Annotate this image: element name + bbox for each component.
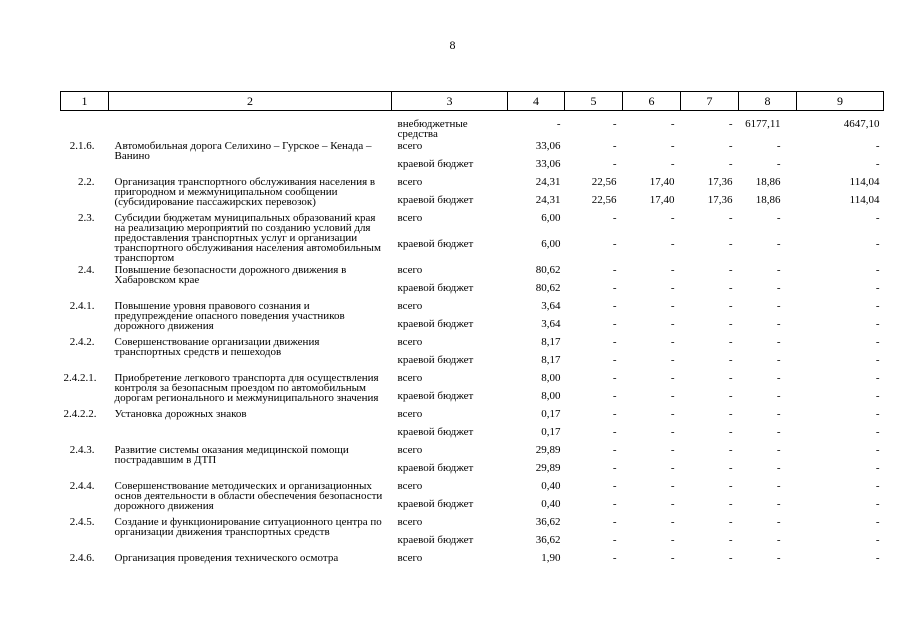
table-row xyxy=(61,552,884,570)
value-col-8: - xyxy=(776,212,781,224)
value-col-4: 36,62 xyxy=(535,516,561,528)
value-col-5: - xyxy=(612,372,617,384)
funding-source: всего xyxy=(397,212,423,224)
value-col-7: - xyxy=(728,212,733,224)
header-col-5: 5 xyxy=(565,92,623,111)
value-col-4: 24,31 xyxy=(535,176,561,188)
value-col-6: - xyxy=(670,372,675,384)
header-col-4: 4 xyxy=(508,92,565,111)
value-col-5: - xyxy=(612,444,617,456)
value-col-7: - xyxy=(728,426,733,438)
value-col-5: - xyxy=(612,408,617,420)
value-col-7: - xyxy=(728,118,733,130)
value-col-9: - xyxy=(875,318,880,330)
value-col-8: - xyxy=(776,282,781,294)
value-col-4: 3,64 xyxy=(541,300,561,312)
funding-source: краевой бюджет xyxy=(397,534,474,546)
table-row xyxy=(61,212,884,238)
funding-source: всего xyxy=(397,176,423,188)
value-col-4: 24,31 xyxy=(535,194,561,206)
row-code: 2.4.2. xyxy=(69,336,95,348)
value-col-5: 22,56 xyxy=(591,194,617,206)
value-col-8: - xyxy=(776,552,781,564)
value-col-7: - xyxy=(728,300,733,312)
funding-source: краевой бюджет xyxy=(397,462,474,474)
row-name xyxy=(109,111,392,141)
value-col-5: - xyxy=(612,336,617,348)
table-row xyxy=(61,140,884,158)
value-col-6: - xyxy=(670,212,675,224)
value-col-4: 33,06 xyxy=(535,140,561,152)
table-row xyxy=(61,176,884,194)
value-col-8: - xyxy=(776,354,781,366)
row-name: Повышение безопасности дорожного движения в Хабаровском крае xyxy=(114,264,347,286)
value-col-7: - xyxy=(728,336,733,348)
table-header-row xyxy=(61,92,884,111)
value-col-6: - xyxy=(670,318,675,330)
value-col-8: 18,86 xyxy=(755,176,781,188)
table-row xyxy=(61,444,884,462)
table-row xyxy=(61,264,884,282)
value-col-9: - xyxy=(875,426,880,438)
header-col-2: 2 xyxy=(109,92,392,111)
value-col-7: - xyxy=(728,354,733,366)
value-col-5: - xyxy=(612,534,617,546)
value-col-4: 0,17 xyxy=(541,426,561,438)
value-col-4: 0,17 xyxy=(541,408,561,420)
value-col-4: 0,40 xyxy=(541,480,561,492)
value-col-5: - xyxy=(612,462,617,474)
value-col-6: - xyxy=(670,390,675,402)
row-code: 2.4.6. xyxy=(69,552,95,564)
row-code xyxy=(61,111,109,141)
value-col-4: 29,89 xyxy=(535,444,561,456)
value-col-6: - xyxy=(670,426,675,438)
value-col-6: - xyxy=(670,264,675,276)
value-col-9: - xyxy=(875,516,880,528)
value-col-5: - xyxy=(612,282,617,294)
value-col-6: - xyxy=(670,408,675,420)
value-col-9: - xyxy=(875,282,880,294)
value-col-5: - xyxy=(612,498,617,510)
row-name: Субсидии бюджетам муниципальных образований края на реализацию мероприятий по созданию условий для предоставления транспортных услуг и организации транспортного обслуживания населения автомобильным транспортом xyxy=(114,212,381,264)
value-col-9: - xyxy=(875,534,880,546)
value-col-6: 17,40 xyxy=(649,194,675,206)
value-col-8: - xyxy=(776,318,781,330)
table-row xyxy=(61,300,884,318)
value-col-5: - xyxy=(612,238,617,250)
value-col-6: - xyxy=(670,300,675,312)
value-col-6: - xyxy=(670,336,675,348)
value-col-6: - xyxy=(670,158,675,170)
row-code: 2.2. xyxy=(78,176,95,188)
row-name: Совершенствование методических и организационных основ деятельности в области обеспечения безопасности дорожного движения xyxy=(114,480,383,512)
funding-source: краевой бюджет xyxy=(397,194,474,206)
value-col-7: - xyxy=(728,318,733,330)
value-col-5: - xyxy=(612,354,617,366)
value-col-8: - xyxy=(776,372,781,384)
row-name: Автомобильная дорога Селихино – Гурское – Кенада – Ванино xyxy=(114,140,372,162)
value-col-7: - xyxy=(728,408,733,420)
value-col-9: - xyxy=(875,444,880,456)
funding-source: краевой бюджет xyxy=(397,318,474,330)
value-col-9: - xyxy=(875,354,880,366)
funding-source: всего xyxy=(397,300,423,312)
value-col-4: 36,62 xyxy=(535,534,561,546)
value-col-9: - xyxy=(875,390,880,402)
row-name: Создание и функционирование ситуационного центра по организации движения транспортных средств xyxy=(114,516,382,538)
funding-source: всего xyxy=(397,480,423,492)
value-col-8: - xyxy=(776,444,781,456)
value-col-6: - xyxy=(670,118,675,130)
funding-source: внебюджетные средства xyxy=(397,118,468,140)
header-col-6: 6 xyxy=(623,92,681,111)
value-col-9: - xyxy=(875,480,880,492)
row-name: Развитие системы оказания медицинской помощи пострадавшим в ДТП xyxy=(114,444,349,466)
budget-table xyxy=(60,91,884,570)
value-col-7: - xyxy=(728,372,733,384)
funding-source: всего xyxy=(397,264,423,276)
value-col-7: - xyxy=(728,140,733,152)
value-col-4: 80,62 xyxy=(535,282,561,294)
value-col-9: - xyxy=(875,300,880,312)
funding-source: краевой бюджет xyxy=(397,354,474,366)
header-col-7: 7 xyxy=(681,92,739,111)
row-code: 2.4.5. xyxy=(69,516,95,528)
value-col-9: - xyxy=(875,264,880,276)
row-name: Организация проведения технического осмотра xyxy=(114,552,339,564)
value-col-6: 17,40 xyxy=(649,176,675,188)
funding-source: краевой бюджет xyxy=(397,282,474,294)
row-name: Приобретение легкового транспорта для осуществления контроля за безопасным проездом по автомобильным дорогам регионального и межмуниципального значения xyxy=(114,372,379,404)
header-col-9: 9 xyxy=(797,92,884,111)
table-row xyxy=(61,336,884,354)
row-code: 2.1.6. xyxy=(69,140,95,152)
value-col-8: - xyxy=(776,462,781,474)
value-col-5: - xyxy=(612,480,617,492)
value-col-9: - xyxy=(875,462,880,474)
value-col-8: - xyxy=(776,516,781,528)
value-col-8: - xyxy=(776,534,781,546)
value-col-6: - xyxy=(670,516,675,528)
value-col-9: - xyxy=(875,158,880,170)
value-col-4: 29,89 xyxy=(535,462,561,474)
funding-source: краевой бюджет xyxy=(397,158,474,170)
value-col-6: - xyxy=(670,498,675,510)
value-col-4: 0,40 xyxy=(541,498,561,510)
value-col-5: - xyxy=(612,426,617,438)
value-col-7: - xyxy=(728,282,733,294)
value-col-7: - xyxy=(728,534,733,546)
funding-source: краевой бюджет xyxy=(397,426,474,438)
funding-source: всего xyxy=(397,140,423,152)
funding-source: всего xyxy=(397,408,423,420)
funding-source: всего xyxy=(397,336,423,348)
value-col-9: - xyxy=(875,408,880,420)
table-row xyxy=(61,516,884,534)
value-col-5: - xyxy=(612,516,617,528)
header-col-8: 8 xyxy=(739,92,797,111)
value-col-7: - xyxy=(728,552,733,564)
value-col-5: - xyxy=(612,140,617,152)
value-col-6: - xyxy=(670,462,675,474)
value-col-7: - xyxy=(728,158,733,170)
value-col-6: - xyxy=(670,444,675,456)
value-col-7: - xyxy=(728,444,733,456)
table-row xyxy=(61,111,884,141)
row-code: 2.4.2.1. xyxy=(63,372,97,384)
value-col-4: 6,00 xyxy=(541,212,561,224)
value-col-6: - xyxy=(670,140,675,152)
table-body xyxy=(61,111,884,571)
funding-source: всего xyxy=(397,372,423,384)
value-col-8: - xyxy=(776,140,781,152)
value-col-8: - xyxy=(776,300,781,312)
value-col-8: 18,86 xyxy=(755,194,781,206)
value-col-5: - xyxy=(612,300,617,312)
row-name: Организация транспортного обслуживания населения в пригородном и межмуниципальном сообщении (субсидирование пассажирских перевозок) xyxy=(114,176,376,208)
row-code: 2.4.2.2. xyxy=(63,408,97,420)
table-row xyxy=(61,372,884,390)
value-col-7: - xyxy=(728,238,733,250)
value-col-9: 114,04 xyxy=(849,176,880,188)
value-col-7: 17,36 xyxy=(707,176,733,188)
row-code: 2.4.3. xyxy=(69,444,95,456)
value-col-8: - xyxy=(776,264,781,276)
header-col-1: 1 xyxy=(61,92,109,111)
row-code: 2.4.4. xyxy=(69,480,95,492)
row-name: Повышение уровня правового сознания и предупреждение опасного поведения участников дорожного движения xyxy=(114,300,345,332)
value-col-9: - xyxy=(875,498,880,510)
row-name: Установка дорожных знаков xyxy=(114,408,247,420)
value-col-8: - xyxy=(776,336,781,348)
value-col-7: - xyxy=(728,264,733,276)
header-col-3: 3 xyxy=(392,92,508,111)
value-col-4: 8,17 xyxy=(541,354,561,366)
value-col-4: 33,06 xyxy=(535,158,561,170)
value-col-5: - xyxy=(612,318,617,330)
value-col-8: - xyxy=(776,498,781,510)
value-col-5: - xyxy=(612,552,617,564)
value-col-8: - xyxy=(776,426,781,438)
value-col-6: - xyxy=(670,552,675,564)
value-col-6: - xyxy=(670,534,675,546)
value-col-8: - xyxy=(776,158,781,170)
value-col-7: - xyxy=(728,390,733,402)
value-col-4: 8,00 xyxy=(541,372,561,384)
value-col-9: 4647,10 xyxy=(843,118,880,130)
value-col-4: 8,17 xyxy=(541,336,561,348)
funding-source: краевой бюджет xyxy=(397,498,474,510)
value-col-4: 6,00 xyxy=(541,238,561,250)
value-col-7: - xyxy=(728,462,733,474)
value-col-9: 114,04 xyxy=(849,194,880,206)
value-col-5: - xyxy=(612,212,617,224)
value-col-7: - xyxy=(728,516,733,528)
value-col-9: - xyxy=(875,238,880,250)
value-col-9: - xyxy=(875,140,880,152)
value-col-7: - xyxy=(728,498,733,510)
value-col-5: - xyxy=(612,390,617,402)
value-col-9: - xyxy=(875,212,880,224)
value-col-4: 80,62 xyxy=(535,264,561,276)
row-code: 2.4.1. xyxy=(69,300,95,312)
value-col-5: - xyxy=(612,158,617,170)
value-col-6: - xyxy=(670,282,675,294)
value-col-7: 17,36 xyxy=(707,194,733,206)
value-col-4: 3,64 xyxy=(541,318,561,330)
value-col-9: - xyxy=(875,336,880,348)
value-col-5: - xyxy=(612,118,617,130)
row-name: Совершенствование организации движения транспортных средств и пешеходов xyxy=(114,336,320,358)
table-row xyxy=(61,480,884,498)
row-code: 2.3. xyxy=(78,212,95,224)
row-code: 2.4. xyxy=(78,264,95,276)
value-col-8: - xyxy=(776,408,781,420)
value-col-6: - xyxy=(670,354,675,366)
value-col-8: - xyxy=(776,390,781,402)
value-col-6: - xyxy=(670,480,675,492)
value-col-8: - xyxy=(776,238,781,250)
value-col-8: - xyxy=(776,480,781,492)
value-col-8: 6177,11 xyxy=(745,118,781,130)
funding-source: краевой бюджет xyxy=(397,390,474,402)
funding-source: краевой бюджет xyxy=(397,238,474,250)
page-number: 8 xyxy=(449,38,456,52)
funding-source: всего xyxy=(397,516,423,528)
table-row xyxy=(61,408,884,426)
funding-source: всего xyxy=(397,444,423,456)
value-col-4: 8,00 xyxy=(541,390,561,402)
value-col-7: - xyxy=(728,480,733,492)
value-col-5: - xyxy=(612,264,617,276)
value-col-4: 1,90 xyxy=(541,552,561,564)
value-col-9: - xyxy=(875,372,880,384)
value-col-9: - xyxy=(875,552,880,564)
value-col-4: - xyxy=(556,118,561,130)
value-col-6: - xyxy=(670,238,675,250)
value-col-5: 22,56 xyxy=(591,176,617,188)
funding-source: всего xyxy=(397,552,423,564)
